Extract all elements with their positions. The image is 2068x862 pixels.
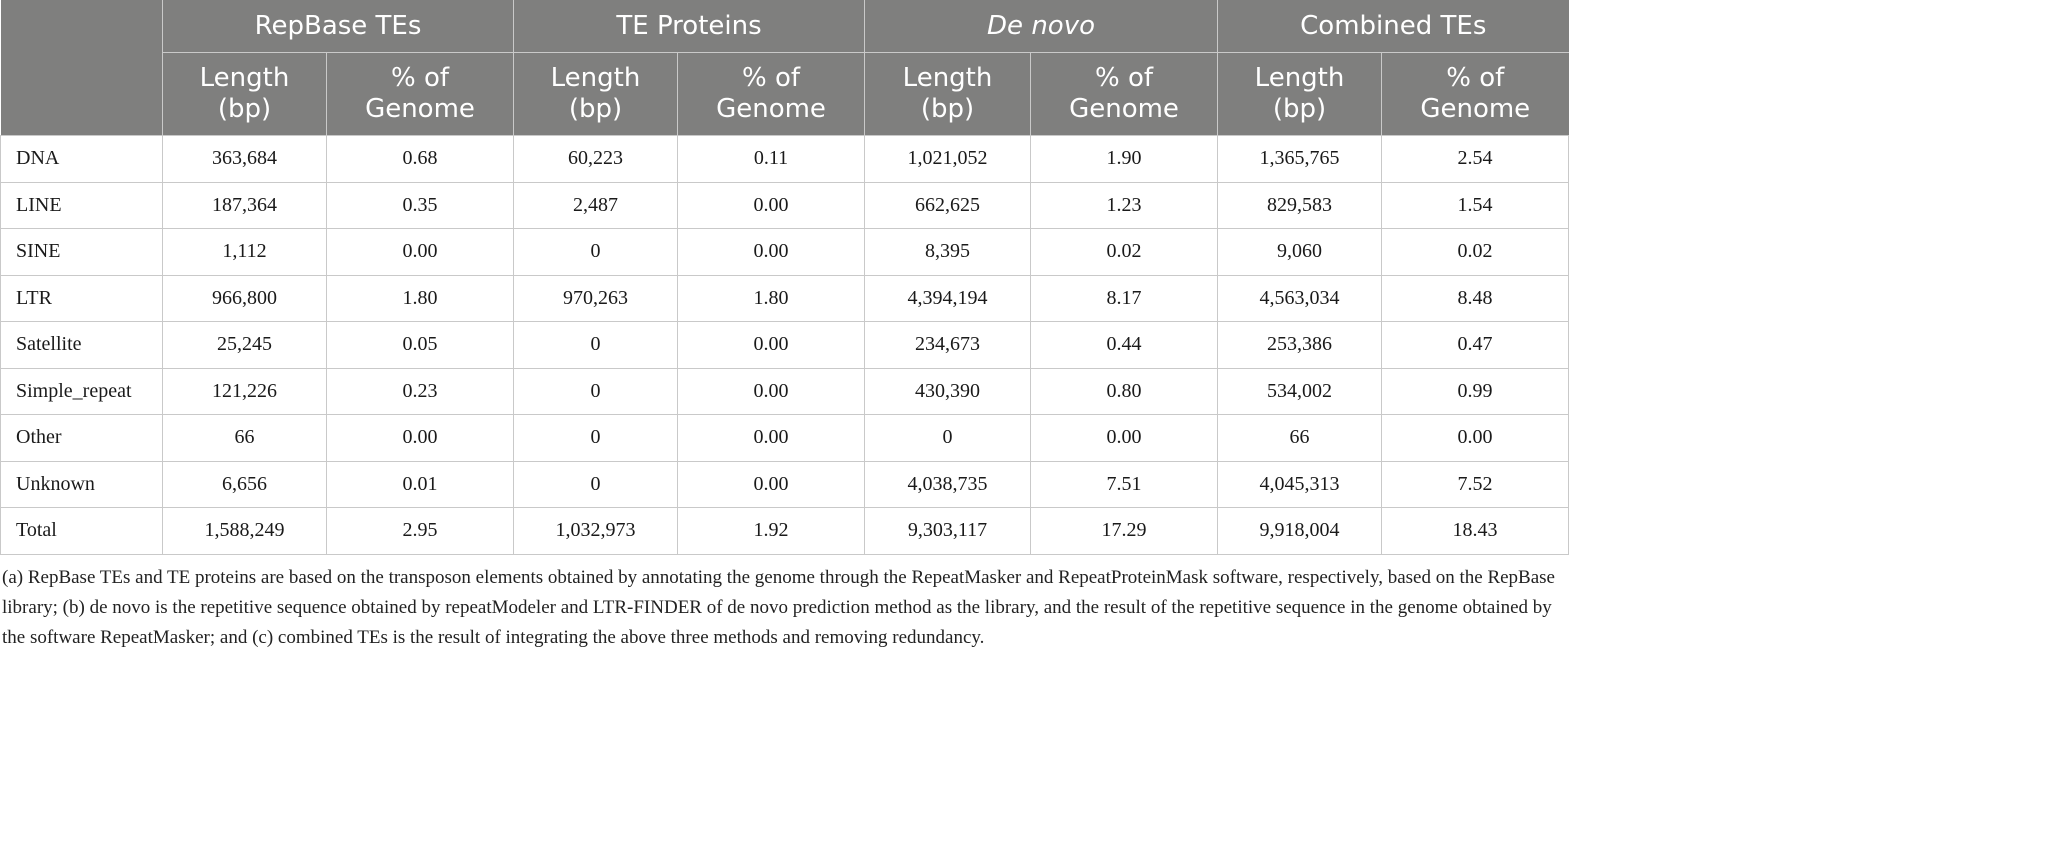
percent-cell: 0.00 — [1031, 415, 1218, 462]
length-cell: 829,583 — [1218, 182, 1382, 229]
length-cell: 187,364 — [163, 182, 327, 229]
group-header-row — [1, 0, 1569, 53]
percent-cell: 1.90 — [1031, 136, 1218, 183]
group-header-de-novo: De novo — [865, 0, 1218, 53]
length-cell: 234,673 — [865, 322, 1031, 369]
percent-cell: 0.00 — [1382, 415, 1569, 462]
length-cell: 0 — [514, 415, 678, 462]
table-row — [1, 461, 1569, 508]
percent-cell: 1.80 — [678, 275, 865, 322]
sub-header-length: Length (bp) — [514, 53, 678, 136]
percent-cell: 0.11 — [678, 136, 865, 183]
length-cell: 0 — [514, 229, 678, 276]
percent-cell: 0.99 — [1382, 368, 1569, 415]
percent-cell: 0.00 — [327, 229, 514, 276]
row-label: LTR — [1, 275, 163, 322]
percent-cell: 0.00 — [678, 461, 865, 508]
length-cell: 2,487 — [514, 182, 678, 229]
table-row — [1, 415, 1569, 462]
percent-cell: 1.23 — [1031, 182, 1218, 229]
table-body — [1, 136, 1569, 555]
length-cell: 4,563,034 — [1218, 275, 1382, 322]
row-label: Total — [1, 508, 163, 555]
length-cell: 0 — [514, 368, 678, 415]
length-cell: 1,365,765 — [1218, 136, 1382, 183]
table-row — [1, 229, 1569, 276]
percent-cell: 0.47 — [1382, 322, 1569, 369]
percent-cell: 0.05 — [327, 322, 514, 369]
table-row — [1, 136, 1569, 183]
length-cell: 0 — [514, 461, 678, 508]
percent-cell: 1.54 — [1382, 182, 1569, 229]
length-cell: 0 — [865, 415, 1031, 462]
length-cell: 4,038,735 — [865, 461, 1031, 508]
percent-cell: 0.00 — [678, 182, 865, 229]
sub-header-length: Length (bp) — [865, 53, 1031, 136]
length-cell: 66 — [1218, 415, 1382, 462]
table-row — [1, 368, 1569, 415]
table-row — [1, 322, 1569, 369]
length-cell: 66 — [163, 415, 327, 462]
length-cell: 9,918,004 — [1218, 508, 1382, 555]
length-cell: 1,588,249 — [163, 508, 327, 555]
sub-header-percent: % of Genome — [327, 53, 514, 136]
row-label: Satellite — [1, 322, 163, 369]
group-header-combined: Combined TEs — [1218, 0, 1569, 53]
percent-cell: 8.17 — [1031, 275, 1218, 322]
length-cell: 4,045,313 — [1218, 461, 1382, 508]
length-cell: 1,032,973 — [514, 508, 678, 555]
percent-cell: 18.43 — [1382, 508, 1569, 555]
length-cell: 121,226 — [163, 368, 327, 415]
table-row — [1, 508, 1569, 555]
row-label: Simple_repeat — [1, 368, 163, 415]
sub-header-percent: % of Genome — [678, 53, 865, 136]
sub-header-length: Length (bp) — [1218, 53, 1382, 136]
percent-cell: 0.00 — [678, 415, 865, 462]
length-cell: 9,303,117 — [865, 508, 1031, 555]
table-footnote: (a) RepBase TEs and TE proteins are based on the transposon elements obtained by annotating the genome through the RepeatMasker and RepeatProteinMask software, respectively, based on the RepBase library; (b) de novo is the repetitive sequence obtained by repeatModeler and LTR-FINDER of de novo prediction method as the library, and the result of the repetitive sequence in the genome obtained by the software RepeatMasker; and (c) combined TEs is the result of integrating the above three methods and removing redundancy. — [2, 566, 1555, 648]
percent-cell: 2.54 — [1382, 136, 1569, 183]
length-cell: 662,625 — [865, 182, 1031, 229]
percent-cell: 0.44 — [1031, 322, 1218, 369]
length-cell: 1,021,052 — [865, 136, 1031, 183]
sub-header-percent: % of Genome — [1382, 53, 1569, 136]
percent-cell: 17.29 — [1031, 508, 1218, 555]
sub-header-length: Length (bp) — [163, 53, 327, 136]
length-cell: 966,800 — [163, 275, 327, 322]
sub-header-percent: % of Genome — [1031, 53, 1218, 136]
percent-cell: 0.00 — [678, 229, 865, 276]
length-cell: 253,386 — [1218, 322, 1382, 369]
length-cell: 60,223 — [514, 136, 678, 183]
te-annotation-table — [0, 0, 1569, 555]
group-header-te-proteins: TE Proteins — [514, 0, 865, 53]
percent-cell: 1.80 — [327, 275, 514, 322]
percent-cell: 1.92 — [678, 508, 865, 555]
length-cell: 1,112 — [163, 229, 327, 276]
percent-cell: 0.02 — [1382, 229, 1569, 276]
length-cell: 9,060 — [1218, 229, 1382, 276]
length-cell: 8,395 — [865, 229, 1031, 276]
percent-cell: 0.01 — [327, 461, 514, 508]
length-cell: 0 — [514, 322, 678, 369]
row-label: LINE — [1, 182, 163, 229]
row-label: DNA — [1, 136, 163, 183]
row-label: SINE — [1, 229, 163, 276]
percent-cell: 0.00 — [678, 322, 865, 369]
percent-cell: 0.23 — [327, 368, 514, 415]
group-header-repbase: RepBase TEs — [163, 0, 514, 53]
percent-cell: 2.95 — [327, 508, 514, 555]
length-cell: 25,245 — [163, 322, 327, 369]
percent-cell: 7.52 — [1382, 461, 1569, 508]
table-row — [1, 275, 1569, 322]
length-cell: 430,390 — [865, 368, 1031, 415]
percent-cell: 0.00 — [327, 415, 514, 462]
length-cell: 6,656 — [163, 461, 327, 508]
length-cell: 534,002 — [1218, 368, 1382, 415]
table-row — [1, 182, 1569, 229]
percent-cell: 0.80 — [1031, 368, 1218, 415]
length-cell: 363,684 — [163, 136, 327, 183]
row-label: Unknown — [1, 461, 163, 508]
length-cell: 4,394,194 — [865, 275, 1031, 322]
corner-cell — [1, 0, 163, 136]
percent-cell: 0.68 — [327, 136, 514, 183]
percent-cell: 0.02 — [1031, 229, 1218, 276]
row-label: Other — [1, 415, 163, 462]
length-cell: 970,263 — [514, 275, 678, 322]
percent-cell: 0.00 — [678, 368, 865, 415]
percent-cell: 7.51 — [1031, 461, 1218, 508]
percent-cell: 8.48 — [1382, 275, 1569, 322]
sub-header-row — [1, 53, 1569, 136]
percent-cell: 0.35 — [327, 182, 514, 229]
